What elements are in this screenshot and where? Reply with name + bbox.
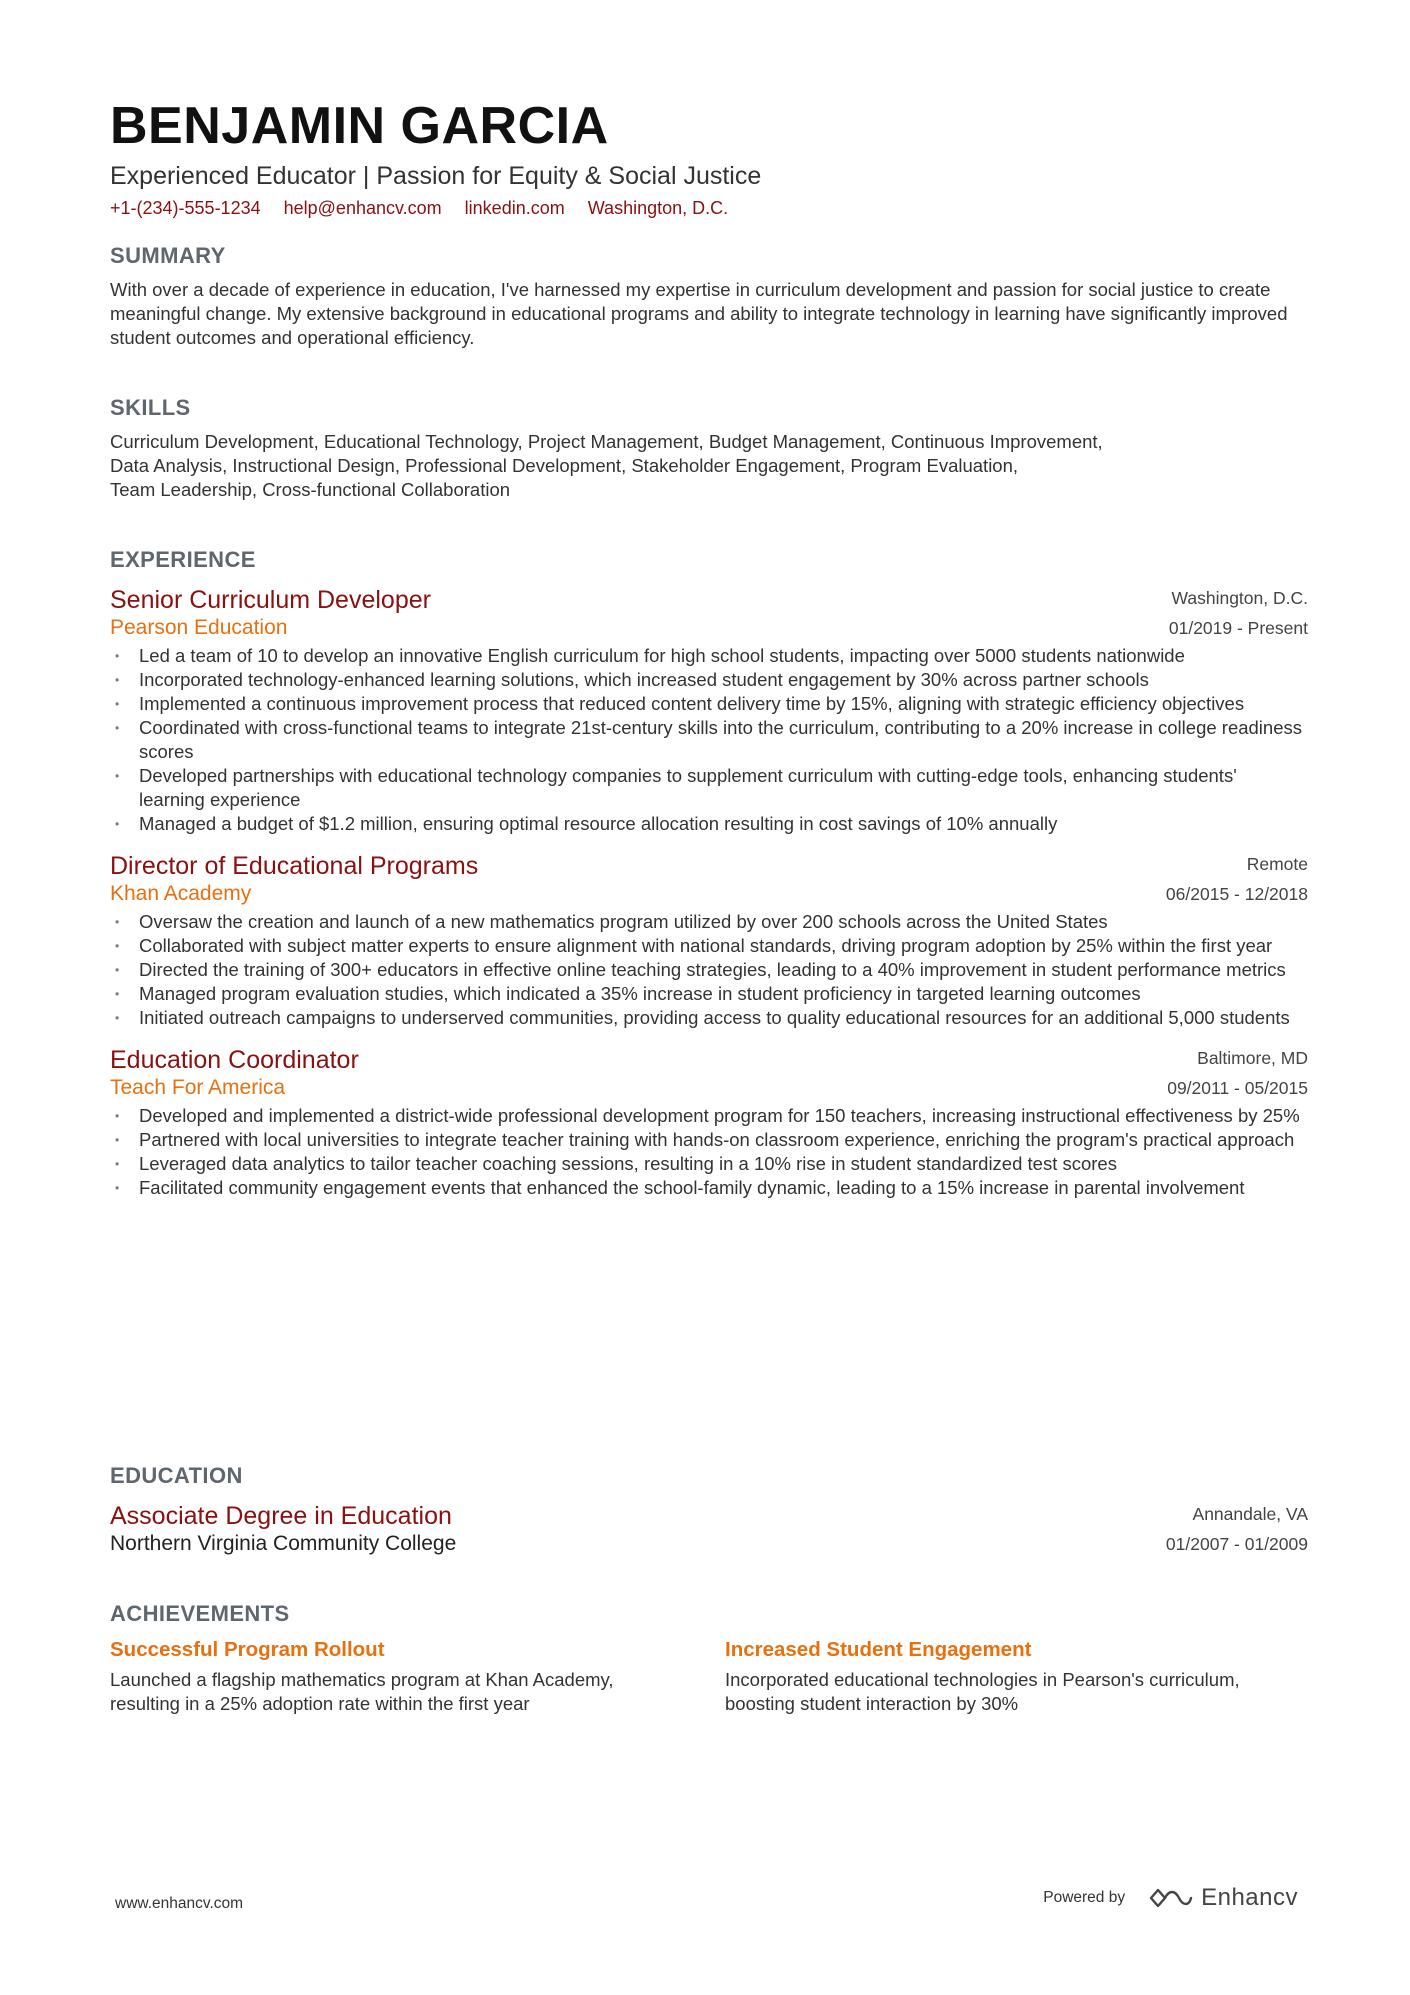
job-entry	[110, 1044, 1308, 1200]
candidate-headline: Experienced Educator | Passion for Equity & Social Justice	[110, 162, 762, 190]
bullet-item: • Oversaw the creation and launch of a new mathematics program utilized by over 200 schools across the United States	[110, 910, 1308, 934]
resume-header	[110, 96, 1310, 220]
job-bullets	[110, 1104, 1308, 1200]
bullet-item: • Managed a budget of $1.2 million, ensuring optimal resource allocation resulting in cost savings of 10% annually	[110, 812, 1308, 836]
bullet-item: • Developed and implemented a district-wide professional development program for 150 teachers, increasing instructional effectiveness by 25%	[110, 1104, 1308, 1128]
education-section	[110, 1462, 1308, 1558]
achievements-section	[110, 1600, 1308, 1726]
bullet-item: • Partnered with local universities to integrate teacher training with hands-on classroom experience, enriching the program's practical approach	[110, 1128, 1308, 1152]
job-title: Senior Curriculum Developer	[110, 586, 431, 614]
job-entry	[110, 850, 1308, 1030]
achievements-grid	[110, 1636, 1308, 1726]
job-company: Pearson Education	[110, 616, 288, 639]
bullet-item: • Led a team of 10 to develop an innovative English curriculum for high school students, impacting over 5000 students nationwide	[110, 644, 1308, 668]
degree-title: Associate Degree in Education	[110, 1502, 452, 1530]
skills-line: Curriculum Development, Educational Technology, Project Management, Budget Management, Continuous Improvement,	[110, 431, 1103, 452]
bullet-item: • Managed program evaluation studies, which indicated a 35% increase in student proficiency in targeted learning outcomes	[110, 982, 1308, 1006]
job-dates: 06/2015 - 12/2018	[1165, 884, 1308, 904]
bullet-item: • Leveraged data analytics to tailor teacher coaching sessions, resulting in a 10% rise in student standardized test scores	[110, 1152, 1308, 1176]
section-title: SUMMARY	[110, 243, 226, 268]
job-location: Baltimore, MD	[1197, 1048, 1308, 1068]
job-dates: 09/2011 - 05/2015	[1167, 1078, 1308, 1098]
location-text: Washington, D.C.	[587, 198, 729, 218]
achievement-item	[725, 1636, 1295, 1716]
achievement-title: Successful Program Rollout	[110, 1638, 385, 1661]
enhancv-logo[interactable]	[1147, 1884, 1298, 1912]
achievement-description: Launched a flagship mathematics program at Khan Academy, resulting in a 25% adoption rate within the first year	[110, 1669, 614, 1714]
section-title: ACHIEVEMENTS	[110, 1601, 290, 1626]
education-entry	[110, 1500, 1308, 1558]
education-dates: 01/2007 - 01/2009	[1165, 1534, 1308, 1554]
achievement-title: Increased Student Engagement	[725, 1638, 1032, 1661]
bullet-item: • Collaborated with subject matter experts to ensure alignment with national standards, driving program adoption by 25% within the first year	[110, 934, 1308, 958]
job-company: Khan Academy	[110, 882, 252, 905]
summary-section	[110, 242, 1308, 350]
skills-list	[110, 430, 1308, 502]
contact-line	[110, 196, 1310, 220]
job-title: Education Coordinator	[110, 1046, 359, 1074]
bullet-item: • Facilitated community engagement events that enhanced the school-family dynamic, leading to a 15% increase in parental involvement	[110, 1176, 1308, 1200]
bullet-item: • Implemented a continuous improvement process that reduced content delivery time by 15%, aligning with strategic efficiency objectives	[110, 692, 1308, 716]
email-link[interactable]: help@enhancv.com	[283, 198, 442, 218]
job-entry	[110, 584, 1308, 836]
footer-branding	[1043, 1884, 1298, 1912]
job-dates: 01/2019 - Present	[1168, 618, 1308, 638]
job-header	[110, 584, 1308, 642]
job-header	[110, 850, 1308, 908]
job-location: Washington, D.C.	[1171, 588, 1308, 608]
school-location: Annandale, VA	[1192, 1504, 1308, 1524]
enhancv-logo-icon	[1147, 1885, 1193, 1911]
bullet-item: • Incorporated technology-enhanced learning solutions, which increased student engagement by 30% across partner schools	[110, 668, 1308, 692]
summary-text: With over a decade of experience in education, I've harnessed my expertise in curriculum development and passion for social justice to create meaningful change. My extensive background in educational programs and ability to integrate technology in learning have significantly improved student outcomes and operational efficiency.	[110, 279, 1288, 348]
footer-website-link[interactable]: www.enhancv.com	[115, 1895, 244, 1912]
linkedin-link[interactable]: linkedin.com	[464, 198, 565, 218]
job-header	[110, 1044, 1308, 1102]
skills-section	[110, 394, 1308, 502]
job-location: Remote	[1246, 854, 1308, 874]
bullet-item: • Initiated outreach campaigns to underserved communities, providing access to quality educational resources for an additional 5,000 students	[110, 1006, 1308, 1030]
bullet-item: • Directed the training of 300+ educators in effective online teaching strategies, leading to a 40% improvement in student performance metrics	[110, 958, 1308, 982]
enhancv-brand-name: Enhancv	[1201, 1884, 1298, 1911]
job-company: Teach For America	[110, 1076, 286, 1099]
job-bullets	[110, 644, 1308, 836]
experience-section	[110, 546, 1308, 1200]
achievement-item	[110, 1636, 680, 1716]
section-title: SKILLS	[110, 395, 191, 420]
powered-by-text: Powered by	[1043, 1889, 1126, 1906]
phone-link[interactable]: +1-(234)-555-1234	[110, 198, 261, 218]
section-title: EDUCATION	[110, 1463, 243, 1488]
section-title: EXPERIENCE	[110, 547, 256, 572]
job-title: Director of Educational Programs	[110, 852, 479, 880]
school-name: Northern Virginia Community College	[110, 1532, 457, 1555]
skills-line: Team Leadership, Cross-functional Collaboration	[110, 479, 511, 500]
skills-line: Data Analysis, Instructional Design, Professional Development, Stakeholder Engagement, Program Evaluation,	[110, 455, 1019, 476]
candidate-name: BENJAMIN GARCIA	[110, 97, 609, 155]
achievement-description: Incorporated educational technologies in Pearson's curriculum, boosting student interaction by 30%	[725, 1669, 1240, 1714]
bullet-item: • Developed partnerships with educational technology companies to supplement curriculum with cutting-edge tools, enhancing students' learning experience	[110, 764, 1308, 812]
bullet-item: • Coordinated with cross-functional teams to integrate 21st-century skills into the curriculum, contributing to a 20% increase in college readiness scores	[110, 716, 1308, 764]
education-header	[110, 1500, 1308, 1558]
job-bullets	[110, 910, 1308, 1030]
